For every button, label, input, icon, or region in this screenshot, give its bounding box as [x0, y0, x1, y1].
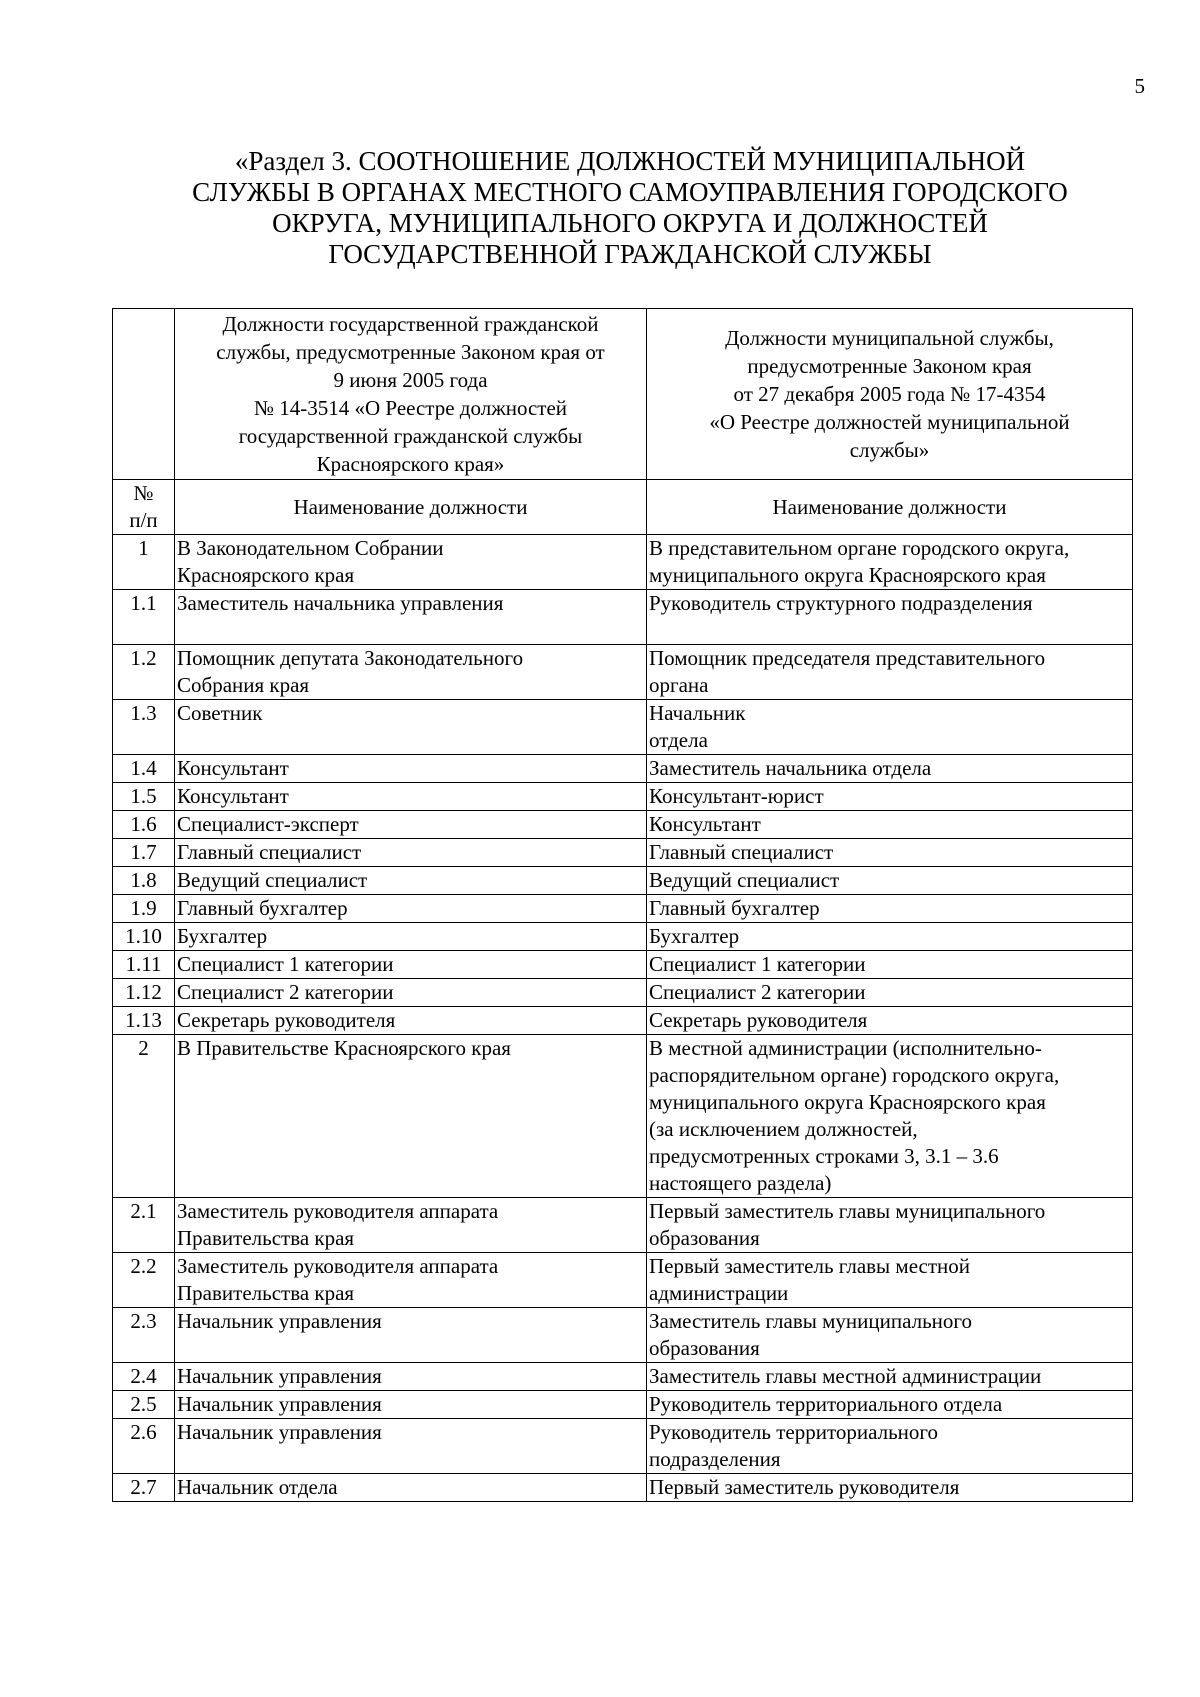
- cell-line: Секретарь руководителя: [177, 1008, 396, 1032]
- municipal-position-cell: [647, 1419, 1133, 1474]
- state-position-cell: [175, 811, 647, 839]
- cell-line: Руководитель территориального отдела: [649, 1392, 1003, 1416]
- cell-line: Собрания края: [177, 673, 310, 697]
- cell-line: Секретарь руководителя: [649, 1008, 868, 1032]
- title-line: ОКРУГА, МУНИЦИПАЛЬНОГО ОКРУГА И ДОЛЖНОСТЕЙ: [272, 208, 988, 238]
- state-position-cell: [175, 700, 647, 755]
- cell-line: Ведущий специалист: [649, 868, 840, 892]
- cell-line: Заместитель главы муниципального: [649, 1309, 973, 1333]
- cell-line: Помощник депутата Законодательного: [177, 646, 524, 670]
- cell-line: Начальник управления: [177, 1364, 382, 1388]
- positions-table: [112, 308, 1133, 1502]
- col-name-left: Наименование должности: [175, 480, 647, 535]
- table-row: [113, 895, 1133, 923]
- header-municipal-positions: Должности муниципальной службы, предусмотренные Законом края от 27 декабря 2005 года № 17-4354 «О Реестре должностей муниципальной службы»: [647, 309, 1133, 480]
- municipal-position-cell: [647, 1363, 1133, 1391]
- table-row: [113, 1007, 1133, 1035]
- state-position-cell: [175, 1198, 647, 1253]
- table-row: [113, 1419, 1133, 1474]
- header-num-cell: [113, 309, 175, 480]
- cell-line: Заместитель начальника управления: [177, 591, 504, 615]
- cell-line: Заместитель руководителя аппарата: [177, 1254, 499, 1278]
- table-row: [113, 1035, 1133, 1198]
- cell-line: Консультант: [649, 812, 761, 836]
- table-row: [113, 951, 1133, 979]
- cell-line: Заместитель начальника отдела: [649, 756, 932, 780]
- col-num-label: № п/п: [113, 480, 175, 535]
- cell-line: Главный специалист: [649, 840, 834, 864]
- state-position-cell: [175, 1391, 647, 1419]
- state-position-cell: [175, 839, 647, 867]
- cell-line: настоящего раздела): [649, 1171, 832, 1195]
- municipal-position-cell: [647, 1035, 1133, 1198]
- row-number: 1.8: [113, 867, 175, 895]
- municipal-position-cell: [647, 1253, 1133, 1308]
- table-row: [113, 700, 1133, 755]
- municipal-position-cell: [647, 1308, 1133, 1363]
- row-number: 1.12: [113, 979, 175, 1007]
- table-row: [113, 811, 1133, 839]
- table-row: [113, 535, 1133, 590]
- table-row: [113, 590, 1133, 645]
- cell-line: Правительства края: [177, 1226, 355, 1250]
- cell-line: органа: [649, 673, 709, 697]
- municipal-position-cell: [647, 645, 1133, 700]
- state-position-cell: [175, 1253, 647, 1308]
- table-row: [113, 839, 1133, 867]
- municipal-position-cell: [647, 1391, 1133, 1419]
- cell-line: образования: [649, 1336, 760, 1360]
- row-number: 1.9: [113, 895, 175, 923]
- cell-line: Специалист 2 категории: [649, 980, 866, 1004]
- cell-line: Помощник председателя представительного: [649, 646, 1046, 670]
- title-line: «Раздел 3. СООТНОШЕНИЕ ДОЛЖНОСТЕЙ МУНИЦИПАЛЬНОЙ: [234, 146, 1026, 176]
- cell-line: Консультант-юрист: [649, 784, 824, 808]
- table-row: [113, 1198, 1133, 1253]
- cell-line: Заместитель руководителя аппарата: [177, 1199, 499, 1223]
- page-number: 5: [1134, 74, 1145, 98]
- row-number: 1.3: [113, 700, 175, 755]
- title-line: ГОСУДАРСТВЕННОЙ ГРАЖДАНСКОЙ СЛУЖБЫ: [328, 239, 932, 269]
- municipal-position-cell: [647, 951, 1133, 979]
- municipal-position-cell: [647, 535, 1133, 590]
- cell-line: [649, 617, 1130, 644]
- row-number: 2.7: [113, 1474, 175, 1502]
- row-number: 1.4: [113, 755, 175, 783]
- state-position-cell: [175, 895, 647, 923]
- row-number: 2.5: [113, 1391, 175, 1419]
- cell-line: Начальник управления: [177, 1309, 382, 1333]
- table-row: [113, 1253, 1133, 1308]
- state-position-cell: [175, 590, 647, 645]
- row-number: 2: [113, 1035, 175, 1198]
- row-number: 1.5: [113, 783, 175, 811]
- cell-line: муниципального округа Красноярского края: [649, 1090, 1046, 1114]
- cell-line: муниципального округа Красноярского края: [649, 563, 1046, 587]
- cell-line: Бухгалтер: [649, 924, 740, 948]
- cell-line: Руководитель территориального: [649, 1420, 938, 1444]
- table-row: [113, 783, 1133, 811]
- cell-line: [177, 617, 644, 644]
- cell-line: Главный бухгалтер: [177, 896, 348, 920]
- municipal-position-cell: [647, 590, 1133, 645]
- cell-line: Красноярского края: [177, 563, 355, 587]
- cell-line: Главный бухгалтер: [649, 896, 820, 920]
- municipal-position-cell: [647, 700, 1133, 755]
- cell-line: Главный специалист: [177, 840, 362, 864]
- row-number: 1.2: [113, 645, 175, 700]
- row-number: 1.11: [113, 951, 175, 979]
- cell-line: (за исключением должностей,: [649, 1117, 918, 1141]
- table-row: [113, 1391, 1133, 1419]
- cell-line: предусмотренных строками 3, 3.1 – 3.6: [649, 1144, 999, 1168]
- section-title: [110, 146, 1150, 270]
- cell-line: Первый заместитель руководителя: [649, 1475, 960, 1499]
- table-row: [113, 755, 1133, 783]
- cell-line: Заместитель главы местной администрации: [649, 1364, 1042, 1388]
- header-state-positions: Должности государственной гражданской службы, предусмотренные Законом края от 9 июня 2005 года № 14-3514 «О Реестре должностей государственной гражданской службы Красноярского края»: [175, 309, 647, 480]
- state-position-cell: [175, 979, 647, 1007]
- cell-line: Ведущий специалист: [177, 868, 368, 892]
- row-number: 1.7: [113, 839, 175, 867]
- cell-line: В Правительстве Красноярского края: [177, 1036, 511, 1060]
- col-name-right: Наименование должности: [647, 480, 1133, 535]
- cell-line: В Законодательном Собрании: [177, 536, 444, 560]
- table-row: [113, 979, 1133, 1007]
- municipal-position-cell: [647, 923, 1133, 951]
- row-number: 2.2: [113, 1253, 175, 1308]
- cell-line: Советник: [177, 701, 263, 725]
- cell-line: Правительства края: [177, 1281, 355, 1305]
- municipal-position-cell: [647, 783, 1133, 811]
- state-position-cell: [175, 1419, 647, 1474]
- row-number: 1.10: [113, 923, 175, 951]
- cell-line: отдела: [649, 728, 708, 752]
- cell-line: Консультант: [177, 756, 289, 780]
- table-row: [113, 1363, 1133, 1391]
- cell-line: Руководитель структурного подразделения: [649, 591, 1033, 615]
- table-subheader-row: [113, 480, 1133, 535]
- state-position-cell: [175, 755, 647, 783]
- state-position-cell: [175, 645, 647, 700]
- state-position-cell: [175, 1474, 647, 1502]
- state-position-cell: [175, 1363, 647, 1391]
- municipal-position-cell: [647, 895, 1133, 923]
- state-position-cell: [175, 1007, 647, 1035]
- municipal-position-cell: [647, 755, 1133, 783]
- state-position-cell: [175, 783, 647, 811]
- row-number: 1.13: [113, 1007, 175, 1035]
- state-position-cell: [175, 535, 647, 590]
- table-row: [113, 867, 1133, 895]
- cell-line: образования: [649, 1226, 760, 1250]
- municipal-position-cell: [647, 839, 1133, 867]
- cell-line: Начальник отдела: [177, 1475, 338, 1499]
- cell-line: [177, 727, 644, 754]
- table-row: [113, 645, 1133, 700]
- cell-line: В представительном органе городского округа,: [649, 536, 1070, 560]
- cell-line: Первый заместитель главы муниципального: [649, 1199, 1046, 1223]
- title-line: СЛУЖБЫ В ОРГАНАХ МЕСТНОГО САМОУПРАВЛЕНИЯ ГОРОДСКОГО: [192, 177, 1068, 207]
- cell-line: Начальник управления: [177, 1420, 382, 1444]
- table-row: [113, 1474, 1133, 1502]
- cell-line: подразделения: [649, 1447, 781, 1471]
- row-number: 1.6: [113, 811, 175, 839]
- cell-line: Специалист 2 категории: [177, 980, 394, 1004]
- cell-line: Начальник: [649, 701, 746, 725]
- municipal-position-cell: [647, 1198, 1133, 1253]
- row-number: 2.4: [113, 1363, 175, 1391]
- municipal-position-cell: [647, 979, 1133, 1007]
- row-number: 2.1: [113, 1198, 175, 1253]
- row-number: 2.3: [113, 1308, 175, 1363]
- cell-line: распорядительном органе) городского округа,: [649, 1063, 1060, 1087]
- row-number: 2.6: [113, 1419, 175, 1474]
- state-position-cell: [175, 923, 647, 951]
- row-number: 1: [113, 535, 175, 590]
- municipal-position-cell: [647, 1474, 1133, 1502]
- state-position-cell: [175, 867, 647, 895]
- municipal-position-cell: [647, 811, 1133, 839]
- cell-line: Первый заместитель главы местной: [649, 1254, 971, 1278]
- cell-line: Специалист 1 категории: [177, 952, 394, 976]
- state-position-cell: [175, 1035, 647, 1198]
- cell-line: Начальник управления: [177, 1392, 382, 1416]
- municipal-position-cell: [647, 1007, 1133, 1035]
- cell-line: Специалист 1 категории: [649, 952, 866, 976]
- table-header-row: [113, 309, 1133, 480]
- cell-line: администрации: [649, 1281, 789, 1305]
- table-row: [113, 1308, 1133, 1363]
- state-position-cell: [175, 1308, 647, 1363]
- state-position-cell: [175, 951, 647, 979]
- cell-line: В местной администрации (исполнительно-: [649, 1036, 1042, 1060]
- table-row: [113, 923, 1133, 951]
- cell-line: Специалист-эксперт: [177, 812, 359, 836]
- row-number: 1.1: [113, 590, 175, 645]
- municipal-position-cell: [647, 867, 1133, 895]
- cell-line: Бухгалтер: [177, 924, 268, 948]
- cell-line: Консультант: [177, 784, 289, 808]
